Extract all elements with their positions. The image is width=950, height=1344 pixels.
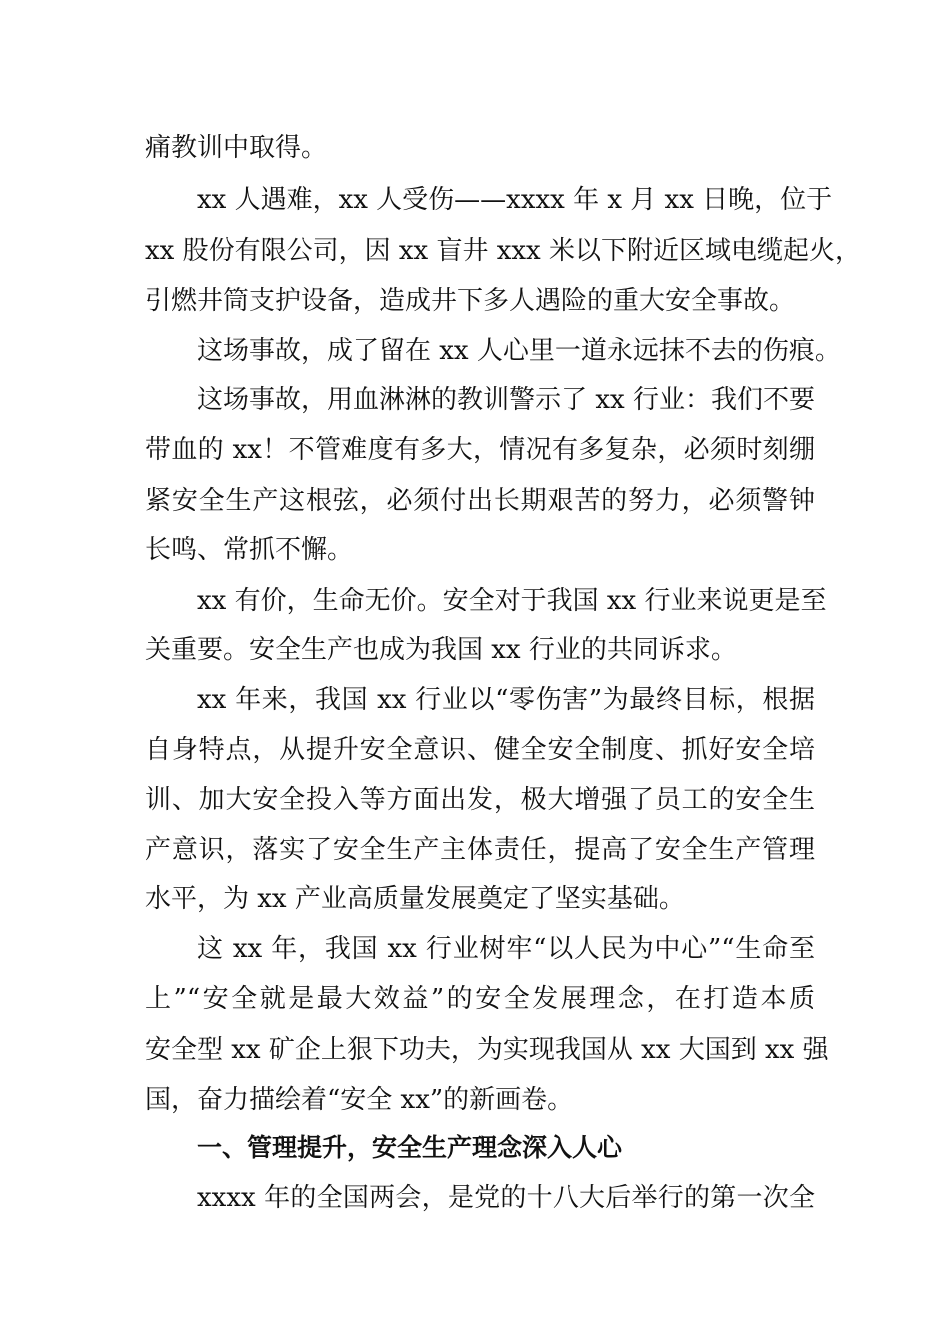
text-line: 国，奋力描绘着“安全 xx”的新画卷。	[145, 1085, 574, 1115]
text-line: 这场事故，成了留在 xx 人心里一道永远抹不去的伤痕。	[197, 336, 841, 366]
text-line: 关重要。安全生产也成为我国 xx 行业的共同诉求。	[145, 635, 737, 665]
text-line: 安全型 xx 矿企上狠下功夫，为实现我国从 xx 大国到 xx 强	[145, 1035, 829, 1065]
text-line: 这场事故，用血淋淋的教训警示了 xx 行业：我们不要	[197, 385, 815, 415]
text-line: 训、加大安全投入等方面出发，极大增强了员工的安全生	[145, 785, 815, 815]
text-line: 上”“安全就是最大效益”的安全发展理念，在打造本质	[145, 984, 815, 1014]
text-line: xx 人遇难，xx 人受伤——xxxx 年 x 月 xx 日晚，位于	[197, 185, 833, 215]
text-line: 带血的 xx！不管难度有多大，情况有多复杂，必须时刻绷	[145, 435, 815, 465]
text-line: 这 xx 年，我国 xx 行业树牢“以人民为中心”“生命至	[197, 934, 815, 964]
text-line: xx 年来，我国 xx 行业以“零伤害”为最终目标，根据	[197, 685, 815, 715]
text-line: xxxx 年的全国两会，是党的十八大后举行的第一次全	[197, 1183, 815, 1213]
text-line: 长鸣、常抓不懈。	[145, 535, 354, 565]
text-line: 紧安全生产这根弦，必须付出长期艰苦的努力，必须警钟	[145, 486, 815, 516]
text-line: 引燃井筒支护设备，造成井下多人遇险的重大安全事故。	[145, 286, 796, 316]
text-line: 自身特点，从提升安全意识、健全安全制度、抓好安全培	[145, 735, 815, 765]
text-line: 痛教训中取得。	[145, 133, 328, 163]
text-line: 水平，为 xx 产业高质量发展奠定了坚实基础。	[145, 884, 685, 914]
section-heading: 一、管理提升，安全生产理念深入人心	[197, 1133, 623, 1162]
text-line: 产意识，落实了安全生产主体责任，提高了安全生产管理	[145, 835, 815, 865]
text-line: xx 有价，生命无价。安全对于我国 xx 行业来说更是至	[197, 586, 827, 616]
text-line: xx 股份有限公司，因 xx 盲井 xxx 米以下附近区域电缆起火，	[145, 236, 861, 266]
